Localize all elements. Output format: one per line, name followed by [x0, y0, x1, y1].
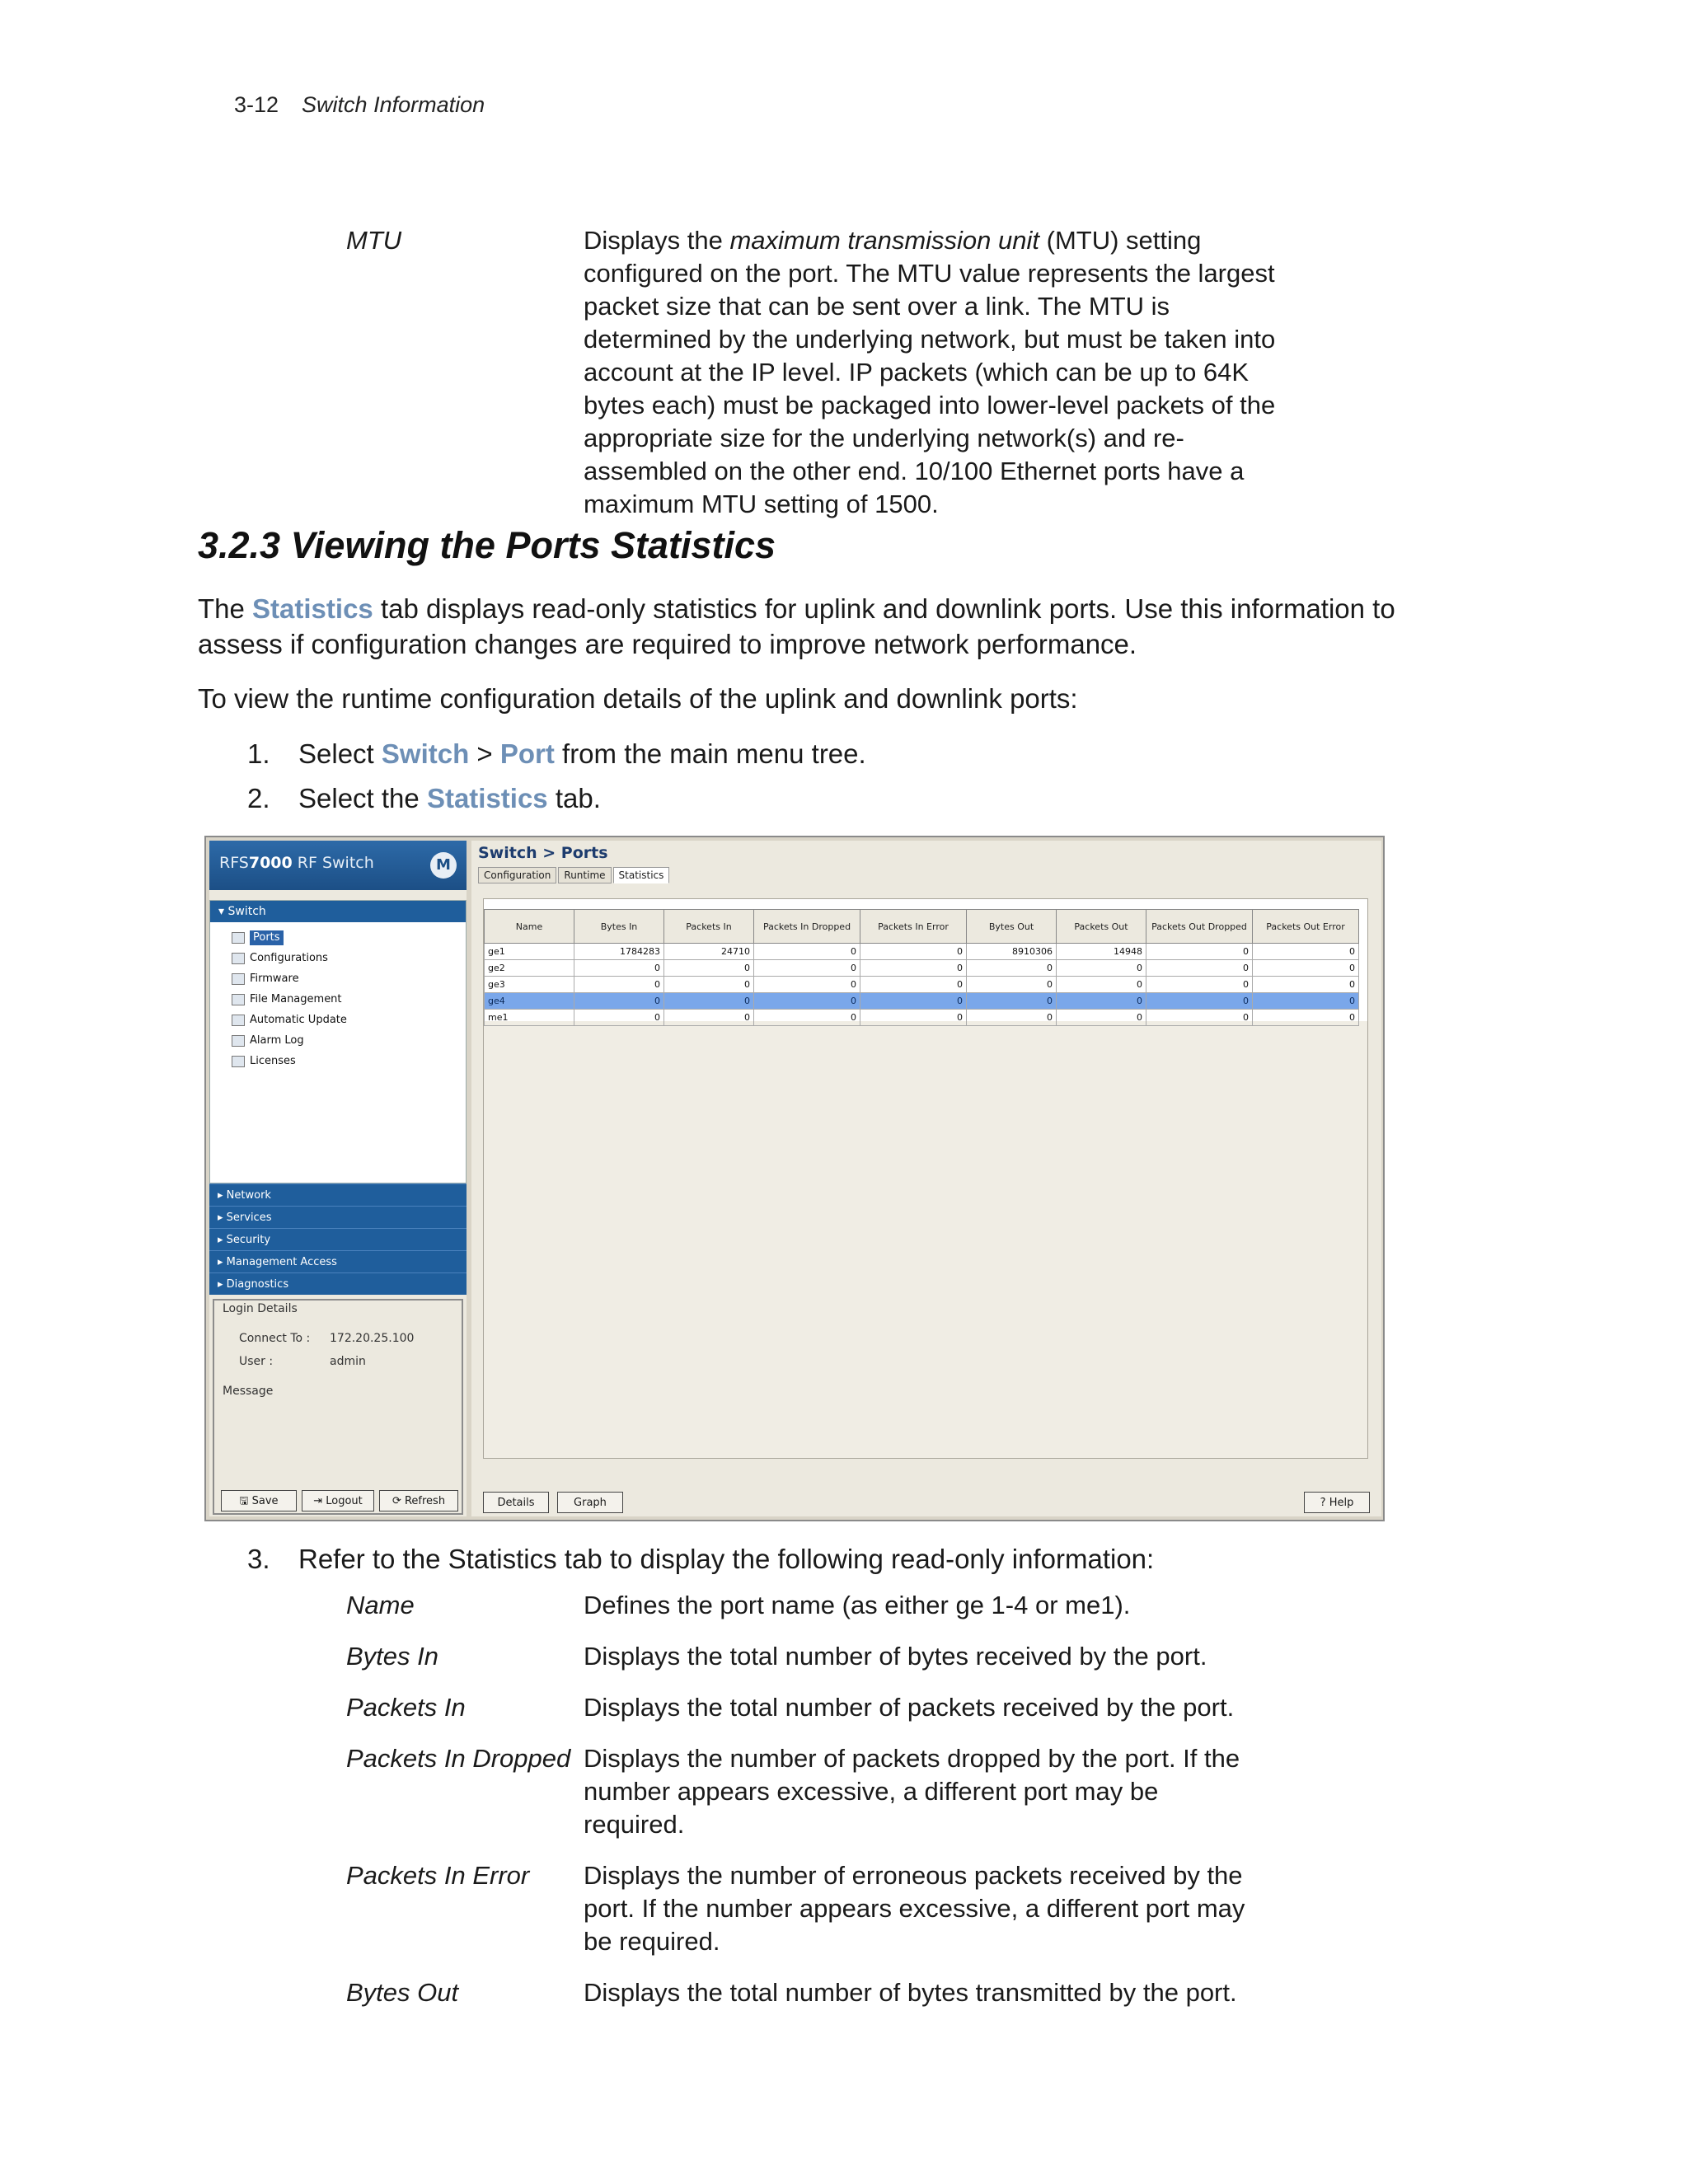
table-row[interactable]: [485, 977, 1359, 993]
table-cell: 0: [860, 977, 967, 993]
statistics-table-area: [483, 898, 1368, 1459]
definition-term: MTU: [346, 226, 402, 255]
config-icon: [232, 953, 245, 964]
definition-row: [346, 1640, 1302, 1673]
col-header[interactable]: Bytes In: [574, 910, 664, 944]
mtu-definition: [346, 224, 1302, 539]
table-cell: 0: [967, 1010, 1057, 1026]
nav-services[interactable]: ▸ Services: [209, 1206, 467, 1228]
connect-to-value: 172.20.25.100: [330, 1332, 415, 1345]
keyword-statistics: Statistics: [426, 783, 548, 813]
step-2: [247, 780, 601, 816]
nav-diagnostics[interactable]: ▸ Diagnostics: [209, 1272, 467, 1295]
menu-tree-panel: [209, 900, 467, 1183]
keyword-statistics: Statistics: [252, 593, 373, 624]
help-icon: ?: [1320, 1497, 1329, 1509]
message-legend: Message: [223, 1385, 274, 1398]
table-cell: 14948: [1057, 944, 1146, 960]
brand-logo-icon: M: [430, 852, 457, 879]
tab-statistics[interactable]: Statistics: [613, 867, 670, 883]
login-details-legend: Login Details: [223, 1302, 298, 1315]
table-row[interactable]: [485, 993, 1359, 1010]
statistics-table: [484, 909, 1359, 1026]
table-cell: 0: [860, 960, 967, 977]
tree-item-file-management[interactable]: File Management: [232, 989, 347, 1010]
step-number: 3.: [247, 1544, 270, 1574]
definition-term: Bytes Out: [346, 1978, 459, 2007]
tree-item-licenses[interactable]: Licenses: [232, 1051, 347, 1071]
definition-row: [346, 1976, 1302, 2009]
section-title: 3.2.3 Viewing the Ports Statistics: [198, 524, 776, 566]
main-panel: [471, 841, 1381, 1516]
table-cell: 0: [754, 977, 860, 993]
table-cell: 0: [664, 960, 754, 977]
table-cell: 0: [1146, 1010, 1253, 1026]
app-title: RFS7000 RF Switch: [219, 854, 374, 872]
text: The: [198, 593, 253, 624]
table-cell: me1: [485, 1010, 574, 1026]
table-cell: 0: [967, 977, 1057, 993]
definition-description: Displays the total number of packets received by the port.: [584, 1693, 1235, 1722]
table-cell: 0: [1253, 993, 1359, 1010]
table-cell: 0: [574, 993, 664, 1010]
text: >: [469, 738, 500, 769]
keyword-port: Port: [499, 738, 555, 769]
tab-bar: [478, 867, 671, 883]
table-cell: 0: [754, 960, 860, 977]
tree-item-alarm-log[interactable]: Alarm Log: [232, 1030, 347, 1051]
nav-management-access[interactable]: ▸ Management Access: [209, 1250, 467, 1272]
table-row[interactable]: [485, 944, 1359, 960]
col-header[interactable]: Name: [485, 910, 574, 944]
refresh-icon: ⟳: [392, 1495, 405, 1507]
port-icon: [232, 932, 245, 944]
table-cell: 0: [860, 944, 967, 960]
definition-row: [346, 1691, 1302, 1724]
step-number: 2.: [247, 783, 270, 813]
tab-runtime[interactable]: Runtime: [558, 867, 611, 883]
table-cell: 0: [1057, 960, 1146, 977]
table-cell: 0: [1057, 1010, 1146, 1026]
table-cell: 0: [754, 993, 860, 1010]
step-number: 1.: [247, 738, 270, 769]
table-cell: ge2: [485, 960, 574, 977]
ports-statistics-screenshot: [204, 836, 1385, 1521]
table-cell: 0: [1146, 993, 1253, 1010]
file-icon: [232, 994, 245, 1005]
update-arrow-icon: [232, 1015, 245, 1026]
table-cell: 0: [1057, 977, 1146, 993]
table-cell: 0: [664, 1010, 754, 1026]
definition-description: Displays the number of erroneous packets received by the port. If the number appears excessive, a different port may be required.: [584, 1861, 1245, 1956]
table-cell: 0: [574, 977, 664, 993]
col-header[interactable]: Packets In Dropped: [754, 910, 860, 944]
col-header[interactable]: Packets In: [664, 910, 754, 944]
table-cell: 0: [1253, 977, 1359, 993]
table-cell: 0: [1146, 944, 1253, 960]
table-cell: 0: [860, 1010, 967, 1026]
table-cell: 0: [1253, 944, 1359, 960]
definition-term: Packets In Dropped: [346, 1744, 571, 1773]
table-header-row: [485, 910, 1359, 944]
save-button[interactable]: 🖫 Save: [221, 1490, 297, 1511]
definition-term: Bytes In: [346, 1642, 438, 1671]
col-header[interactable]: Packets Out: [1057, 910, 1146, 944]
save-icon: 🖫: [239, 1495, 252, 1507]
desc-emphasis: maximum transmission unit: [729, 226, 1040, 255]
table-cell: ge3: [485, 977, 574, 993]
col-header[interactable]: Packets In Error: [860, 910, 967, 944]
table-cell: 0: [664, 993, 754, 1010]
user-label: User :: [239, 1355, 274, 1368]
graph-button[interactable]: Graph: [557, 1492, 623, 1513]
license-icon: [232, 1056, 245, 1067]
table-cell: 0: [754, 944, 860, 960]
table-cell: 0: [1253, 960, 1359, 977]
step-1: [247, 736, 866, 771]
table-cell: 0: [1146, 960, 1253, 977]
definition-description: Displays the number of packets dropped by the port. If the number appears excessive, a different port may be required.: [584, 1744, 1240, 1839]
step-3: [247, 1541, 1154, 1577]
table-cell: 0: [967, 960, 1057, 977]
table-cell: 0: [664, 977, 754, 993]
menu-switch[interactable]: ▾ Switch: [210, 901, 466, 922]
panel-title: Switch > Ports: [478, 844, 608, 862]
page-header: [234, 92, 485, 118]
definition-row: [346, 1742, 1302, 1841]
desc-text: Displays the: [584, 226, 730, 255]
col-header[interactable]: Bytes Out: [967, 910, 1057, 944]
col-header[interactable]: Packets Out Dropped: [1146, 910, 1253, 944]
user-value: admin: [330, 1355, 366, 1368]
logout-button[interactable]: ⇥ Logout: [302, 1490, 374, 1511]
text: Select the: [298, 783, 427, 813]
table-cell: 0: [967, 993, 1057, 1010]
tree-item-configurations[interactable]: Configurations: [232, 948, 347, 968]
nav-network[interactable]: ▸ Network: [209, 1183, 467, 1206]
desc-text: (MTU) setting configured on the port. The MTU value represents the largest packet size that can be sent over a link. The MTU is determined by the underlying network, but must be taken into account at the IP level. IP packets (which can be up to 64K bytes each) must be packaged into lower-level packets of the appropriate size for the underlying network(s) and re-assembled on the other end. 10/100 Ethernet ports have a maximum MTU setting of 1500.: [584, 226, 1276, 518]
definition-description: Displays the total number of bytes received by the port.: [584, 1642, 1207, 1671]
table-row[interactable]: [485, 960, 1359, 977]
text: Select: [298, 738, 382, 769]
page-number: 3-12: [234, 92, 279, 117]
definition-term: Packets In Error: [346, 1861, 530, 1890]
nav-security[interactable]: ▸ Security: [209, 1228, 467, 1250]
table-cell: 0: [574, 1010, 664, 1026]
text: from the main menu tree.: [554, 738, 866, 769]
definition-term: Name: [346, 1591, 415, 1619]
table-cell: 8910306: [967, 944, 1057, 960]
table-row[interactable]: [485, 1010, 1359, 1026]
col-header[interactable]: Packets Out Error: [1253, 910, 1359, 944]
logout-icon: ⇥: [313, 1495, 326, 1507]
tree-item-firmware[interactable]: Firmware: [232, 968, 347, 989]
field-definitions: [346, 1589, 1302, 2027]
tab-configuration[interactable]: Configuration: [478, 867, 556, 883]
text: tab displays read-only statistics for uplink and downlink ports. Use this information to assess if configuration changes are required to improve network performance.: [198, 593, 1395, 659]
table-cell: 0: [860, 993, 967, 1010]
connect-to-label: Connect To :: [239, 1332, 311, 1345]
table-cell: 24710: [664, 944, 754, 960]
table-cell: 0: [574, 960, 664, 977]
details-button[interactable]: Details: [483, 1492, 549, 1513]
app-header: [209, 841, 467, 890]
sidebar: [209, 841, 467, 1516]
definition-description: [584, 224, 1302, 521]
table-cell: 0: [1146, 977, 1253, 993]
instruction-paragraph: To view the runtime configuration details of the uplink and downlink ports:: [198, 683, 1078, 714]
keyword-switch: Switch: [381, 738, 470, 769]
definition-description: Defines the port name (as either ge 1-4 or me1).: [584, 1591, 1131, 1619]
text: tab.: [547, 783, 601, 813]
definition-term: Packets In: [346, 1693, 466, 1722]
table-cell: 0: [1253, 1010, 1359, 1026]
table-cell: 0: [754, 1010, 860, 1026]
definition-row: [346, 1589, 1302, 1622]
table-cell: ge1: [485, 944, 574, 960]
intro-paragraph: [198, 591, 1409, 662]
alarm-icon: [232, 1035, 245, 1047]
tree-item-ports[interactable]: Ports: [232, 927, 347, 948]
text: Refer to the Statistics tab to display the following read-only information:: [298, 1544, 1155, 1574]
firmware-icon: [232, 973, 245, 985]
table-empty-area: [484, 1021, 1367, 1458]
definition-row: [346, 1859, 1302, 1958]
chapter-title: Switch Information: [302, 92, 485, 117]
refresh-button[interactable]: ⟳ Refresh: [379, 1490, 458, 1511]
tree-item-automatic-update[interactable]: Automatic Update: [232, 1010, 347, 1030]
table-cell: 0: [1057, 993, 1146, 1010]
table-cell: ge4: [485, 993, 574, 1010]
login-details-panel: [213, 1299, 463, 1515]
help-button[interactable]: ? Help: [1304, 1492, 1370, 1513]
table-cell: 1784283: [574, 944, 664, 960]
definition-description: Displays the total number of bytes transmitted by the port.: [584, 1978, 1237, 2007]
menu-tree: [232, 927, 347, 1071]
